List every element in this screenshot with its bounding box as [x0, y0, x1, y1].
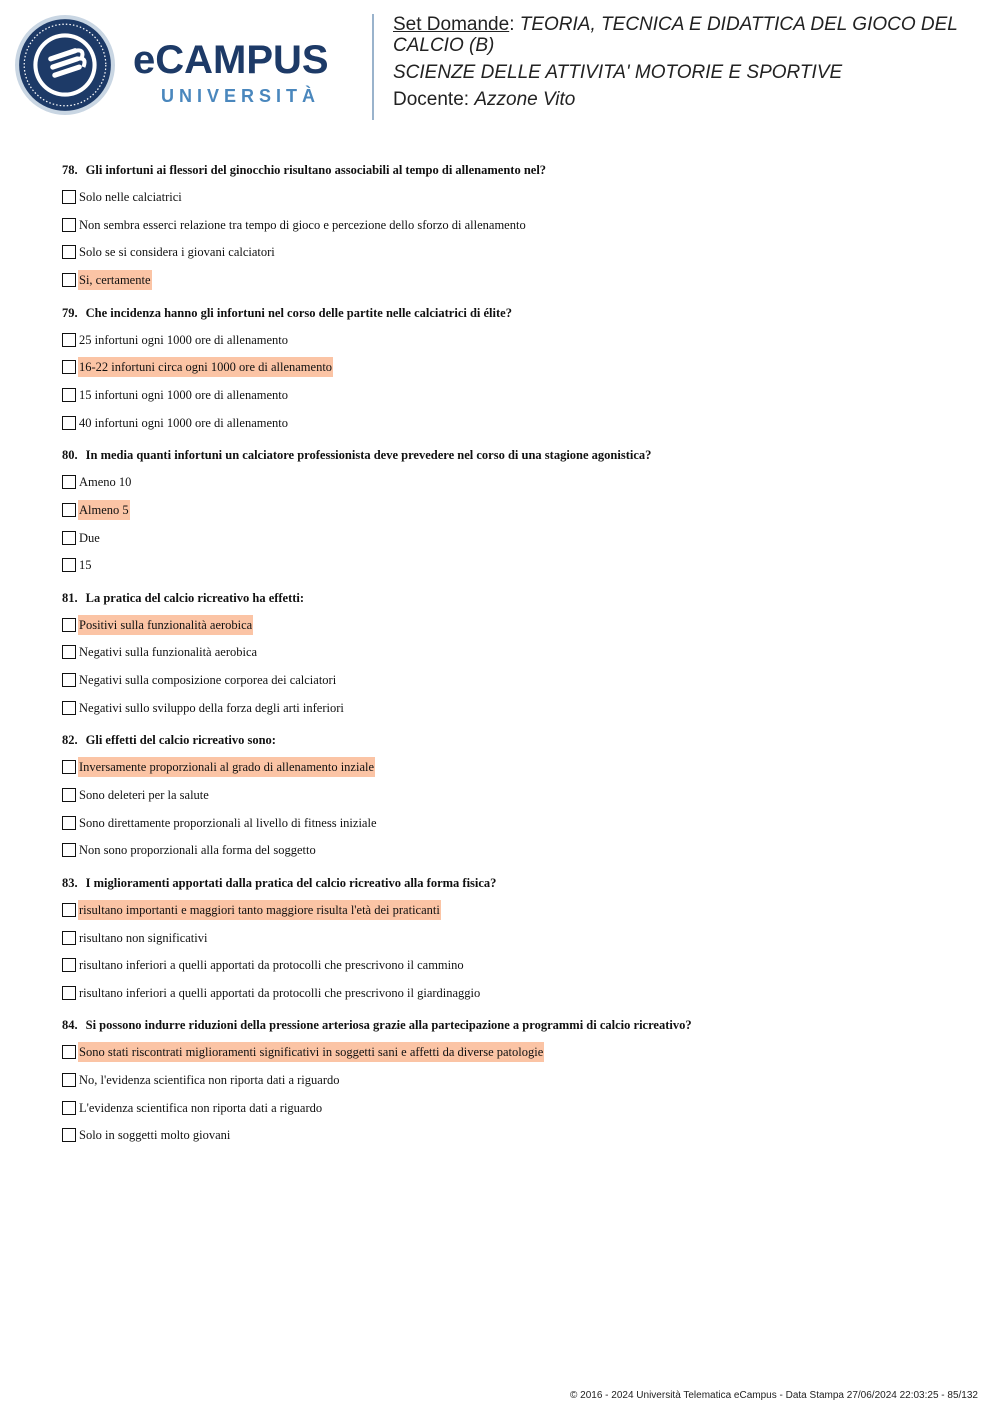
docente-label: Docente:	[393, 89, 470, 110]
answer-checkbox[interactable]	[62, 503, 76, 517]
question-2	[62, 305, 962, 433]
question-text: Gli effetti del calcio ricreativo sono:	[85, 733, 276, 748]
question-text: Si possono indurre riduzioni della pressione arteriosa grazie alla partecipazione a programmi di calcio ricreativo?	[85, 1018, 692, 1033]
question-title	[62, 590, 962, 606]
answer-option[interactable]	[62, 1098, 962, 1118]
answer-text: Negativi sulla composizione corporea dei calciatori	[79, 673, 337, 688]
answer-text: 40 infortuni ogni 1000 ore di allenamento	[79, 415, 288, 430]
answer-option[interactable]	[62, 413, 962, 433]
answer-checkbox[interactable]	[62, 1101, 76, 1115]
answer-text-highlighted: 16-22 infortuni circa ogni 1000 ore di allenamento	[78, 357, 333, 377]
question-text: In media quanti infortuni un calciatore professionista deve prevedere nel corso di una stagione agonistica?	[85, 448, 652, 463]
answer-checkbox[interactable]	[62, 760, 76, 774]
answer-checkbox[interactable]	[62, 416, 76, 430]
answer-text: Negativi sullo sviluppo della forza degli arti inferiori	[79, 700, 344, 715]
answer-checkbox[interactable]	[62, 986, 76, 1000]
question-number: 84.	[62, 1018, 78, 1033]
page-footer: © 2016 - 2024 Università Telematica eCampus - Data Stampa 27/06/2024 22:03:25 - 85/132	[570, 1390, 978, 1401]
answer-text: 15 infortuni ogni 1000 ore di allenamento	[79, 387, 288, 402]
answer-checkbox[interactable]	[62, 531, 76, 545]
question-number: 82.	[62, 733, 78, 748]
answer-option[interactable]	[62, 928, 962, 948]
answer-option[interactable]	[62, 983, 962, 1003]
answer-text: Sono direttamente proporzionali al livello di fitness iniziale	[79, 815, 377, 830]
answer-text: Solo se si considera i giovani calciatori	[79, 245, 275, 260]
question-number: 80.	[62, 448, 78, 463]
answer-checkbox[interactable]	[62, 1073, 76, 1087]
answer-option[interactable]	[62, 698, 962, 718]
header-info	[393, 14, 983, 116]
logo-brand: eCAMPUS	[133, 38, 329, 82]
answer-option[interactable]	[62, 642, 962, 662]
question-title	[62, 875, 962, 891]
answer-option[interactable]	[62, 785, 962, 805]
answer-text-highlighted: Inversamente proporzionali al grado di allenamento inziale	[78, 757, 375, 777]
answer-option[interactable]	[62, 242, 962, 262]
answer-text: risultano non significativi	[79, 930, 208, 945]
docente-name: Azzone Vito	[474, 89, 576, 110]
faculty: SCIENZE DELLE ATTIVITA' MOTORIE E SPORTIVE	[393, 62, 843, 83]
question-text: Gli infortuni ai flessori del ginocchio risultano associabili al tempo di allenamento nel?	[85, 163, 547, 177]
question-3	[62, 447, 962, 575]
answer-option[interactable]	[62, 187, 962, 207]
answer-text: 15	[79, 558, 92, 573]
answer-text: Due	[79, 530, 100, 545]
question-text: Che incidenza hanno gli infortuni nel corso delle partite nelle calciatrici di élite?	[85, 305, 512, 320]
answer-checkbox[interactable]	[62, 788, 76, 802]
answer-checkbox[interactable]	[62, 931, 76, 945]
answer-checkbox[interactable]	[62, 645, 76, 659]
answer-option[interactable]	[62, 813, 962, 833]
docente-line	[393, 89, 983, 110]
answer-text: Non sembra esserci relazione tra tempo di gioco e percezione dello sforzo di allenamento	[79, 217, 526, 232]
answer-option[interactable]	[62, 1125, 962, 1145]
answer-checkbox[interactable]	[62, 958, 76, 972]
course-line: Set Domande: TEORIA, TECNICA E DIDATTICA DEL GIOCO DEL CALCIO (B)	[393, 14, 958, 56]
question-number: 79.	[62, 305, 78, 320]
answer-option[interactable]	[62, 840, 962, 860]
answer-text: L'evidenza scientifica non riporta dati a riguardo	[79, 1100, 323, 1115]
answer-text: No, l'evidenza scientifica non riporta dati a riguardo	[79, 1073, 340, 1088]
answer-checkbox[interactable]	[62, 475, 76, 489]
question-list	[62, 162, 962, 1160]
question-6	[62, 875, 962, 1003]
answer-text: risultano inferiori a quelli apportati da protocolli che prescrivono il giardinaggio	[79, 985, 481, 1000]
answer-option[interactable]	[62, 1042, 962, 1062]
answer-checkbox[interactable]	[62, 618, 76, 632]
answer-checkbox[interactable]	[62, 903, 76, 917]
question-title	[62, 447, 962, 463]
answer-checkbox[interactable]	[62, 816, 76, 830]
page-header	[0, 0, 1000, 130]
answer-checkbox[interactable]	[62, 558, 76, 572]
answer-text-highlighted: risultano importanti e maggiori tanto maggiore risulta l'età dei praticanti	[78, 900, 441, 920]
answer-text: Solo nelle calciatrici	[79, 190, 182, 204]
answer-checkbox[interactable]	[62, 1045, 76, 1059]
answer-text: 25 infortuni ogni 1000 ore di allenamento	[79, 332, 288, 347]
answer-option[interactable]	[62, 955, 962, 975]
answer-text-highlighted: Positivi sulla funzionalità aerobica	[78, 615, 253, 635]
question-4	[62, 590, 962, 718]
set-label: Set Domande	[393, 14, 510, 35]
question-title	[62, 162, 962, 178]
answer-option[interactable]	[62, 385, 962, 405]
answer-option[interactable]	[62, 270, 962, 290]
question-text: I miglioramenti apportati dalla pratica del calcio ricreativo alla forma fisica?	[85, 875, 497, 890]
answer-checkbox[interactable]	[62, 701, 76, 715]
question-title	[62, 732, 962, 748]
question-1	[62, 162, 962, 290]
answer-text: risultano inferiori a quelli apportati da protocolli che prescrivono il cammino	[79, 958, 464, 973]
answer-text-highlighted: Almeno 5	[78, 500, 130, 520]
answer-option[interactable]	[62, 900, 962, 920]
answer-checkbox[interactable]	[62, 360, 76, 374]
answer-option[interactable]	[62, 670, 962, 690]
course-title: TEORIA, TECNICA E DIDATTICA DEL GIOCO DEL CALCIO (B)	[393, 14, 958, 56]
answer-checkbox[interactable]	[62, 843, 76, 857]
question-7	[62, 1017, 962, 1145]
question-text: La pratica del calcio ricreativo ha effetti:	[85, 590, 305, 605]
answer-option[interactable]	[62, 472, 962, 492]
answer-checkbox[interactable]	[62, 388, 76, 402]
question-number: 81.	[62, 590, 78, 605]
answer-checkbox[interactable]	[62, 190, 76, 204]
question-title	[62, 305, 962, 321]
logo-subtitle: UNIVERSITÀ	[161, 86, 321, 106]
ecampus-wordmark	[133, 40, 358, 106]
answer-option[interactable]	[62, 757, 962, 777]
answer-checkbox[interactable]	[62, 1128, 76, 1142]
answer-text-highlighted: Sono stati riscontrati miglioramenti significativi in soggetti sani e affetti da diverse patologie	[78, 1042, 544, 1062]
answer-text: Ameno 10	[79, 475, 132, 490]
answer-checkbox[interactable]	[62, 673, 76, 687]
answer-option[interactable]	[62, 330, 962, 350]
question-title	[62, 1017, 962, 1033]
answer-option[interactable]	[62, 500, 962, 520]
answer-text-highlighted: Si, certamente	[78, 270, 152, 290]
header-divider	[372, 14, 374, 120]
answer-option[interactable]	[62, 1070, 962, 1090]
question-number: 83.	[62, 875, 78, 890]
answer-checkbox[interactable]	[62, 245, 76, 259]
question-5	[62, 732, 962, 860]
answer-checkbox[interactable]	[62, 218, 76, 232]
answer-text: Sono deleteri per la salute	[79, 787, 209, 802]
ecampus-seal-logo	[14, 14, 116, 116]
answer-option[interactable]	[62, 615, 962, 635]
answer-checkbox[interactable]	[62, 333, 76, 347]
answer-text: Negativi sulla funzionalità aerobica	[79, 645, 258, 660]
answer-option[interactable]	[62, 528, 962, 548]
answer-option[interactable]	[62, 215, 962, 235]
answer-option[interactable]	[62, 555, 962, 575]
answer-checkbox[interactable]	[62, 273, 76, 287]
answer-option[interactable]	[62, 357, 962, 377]
question-number: 78.	[62, 163, 78, 177]
answer-text: Solo in soggetti molto giovani	[79, 1128, 231, 1143]
answer-text: Non sono proporzionali alla forma del soggetto	[79, 843, 316, 858]
